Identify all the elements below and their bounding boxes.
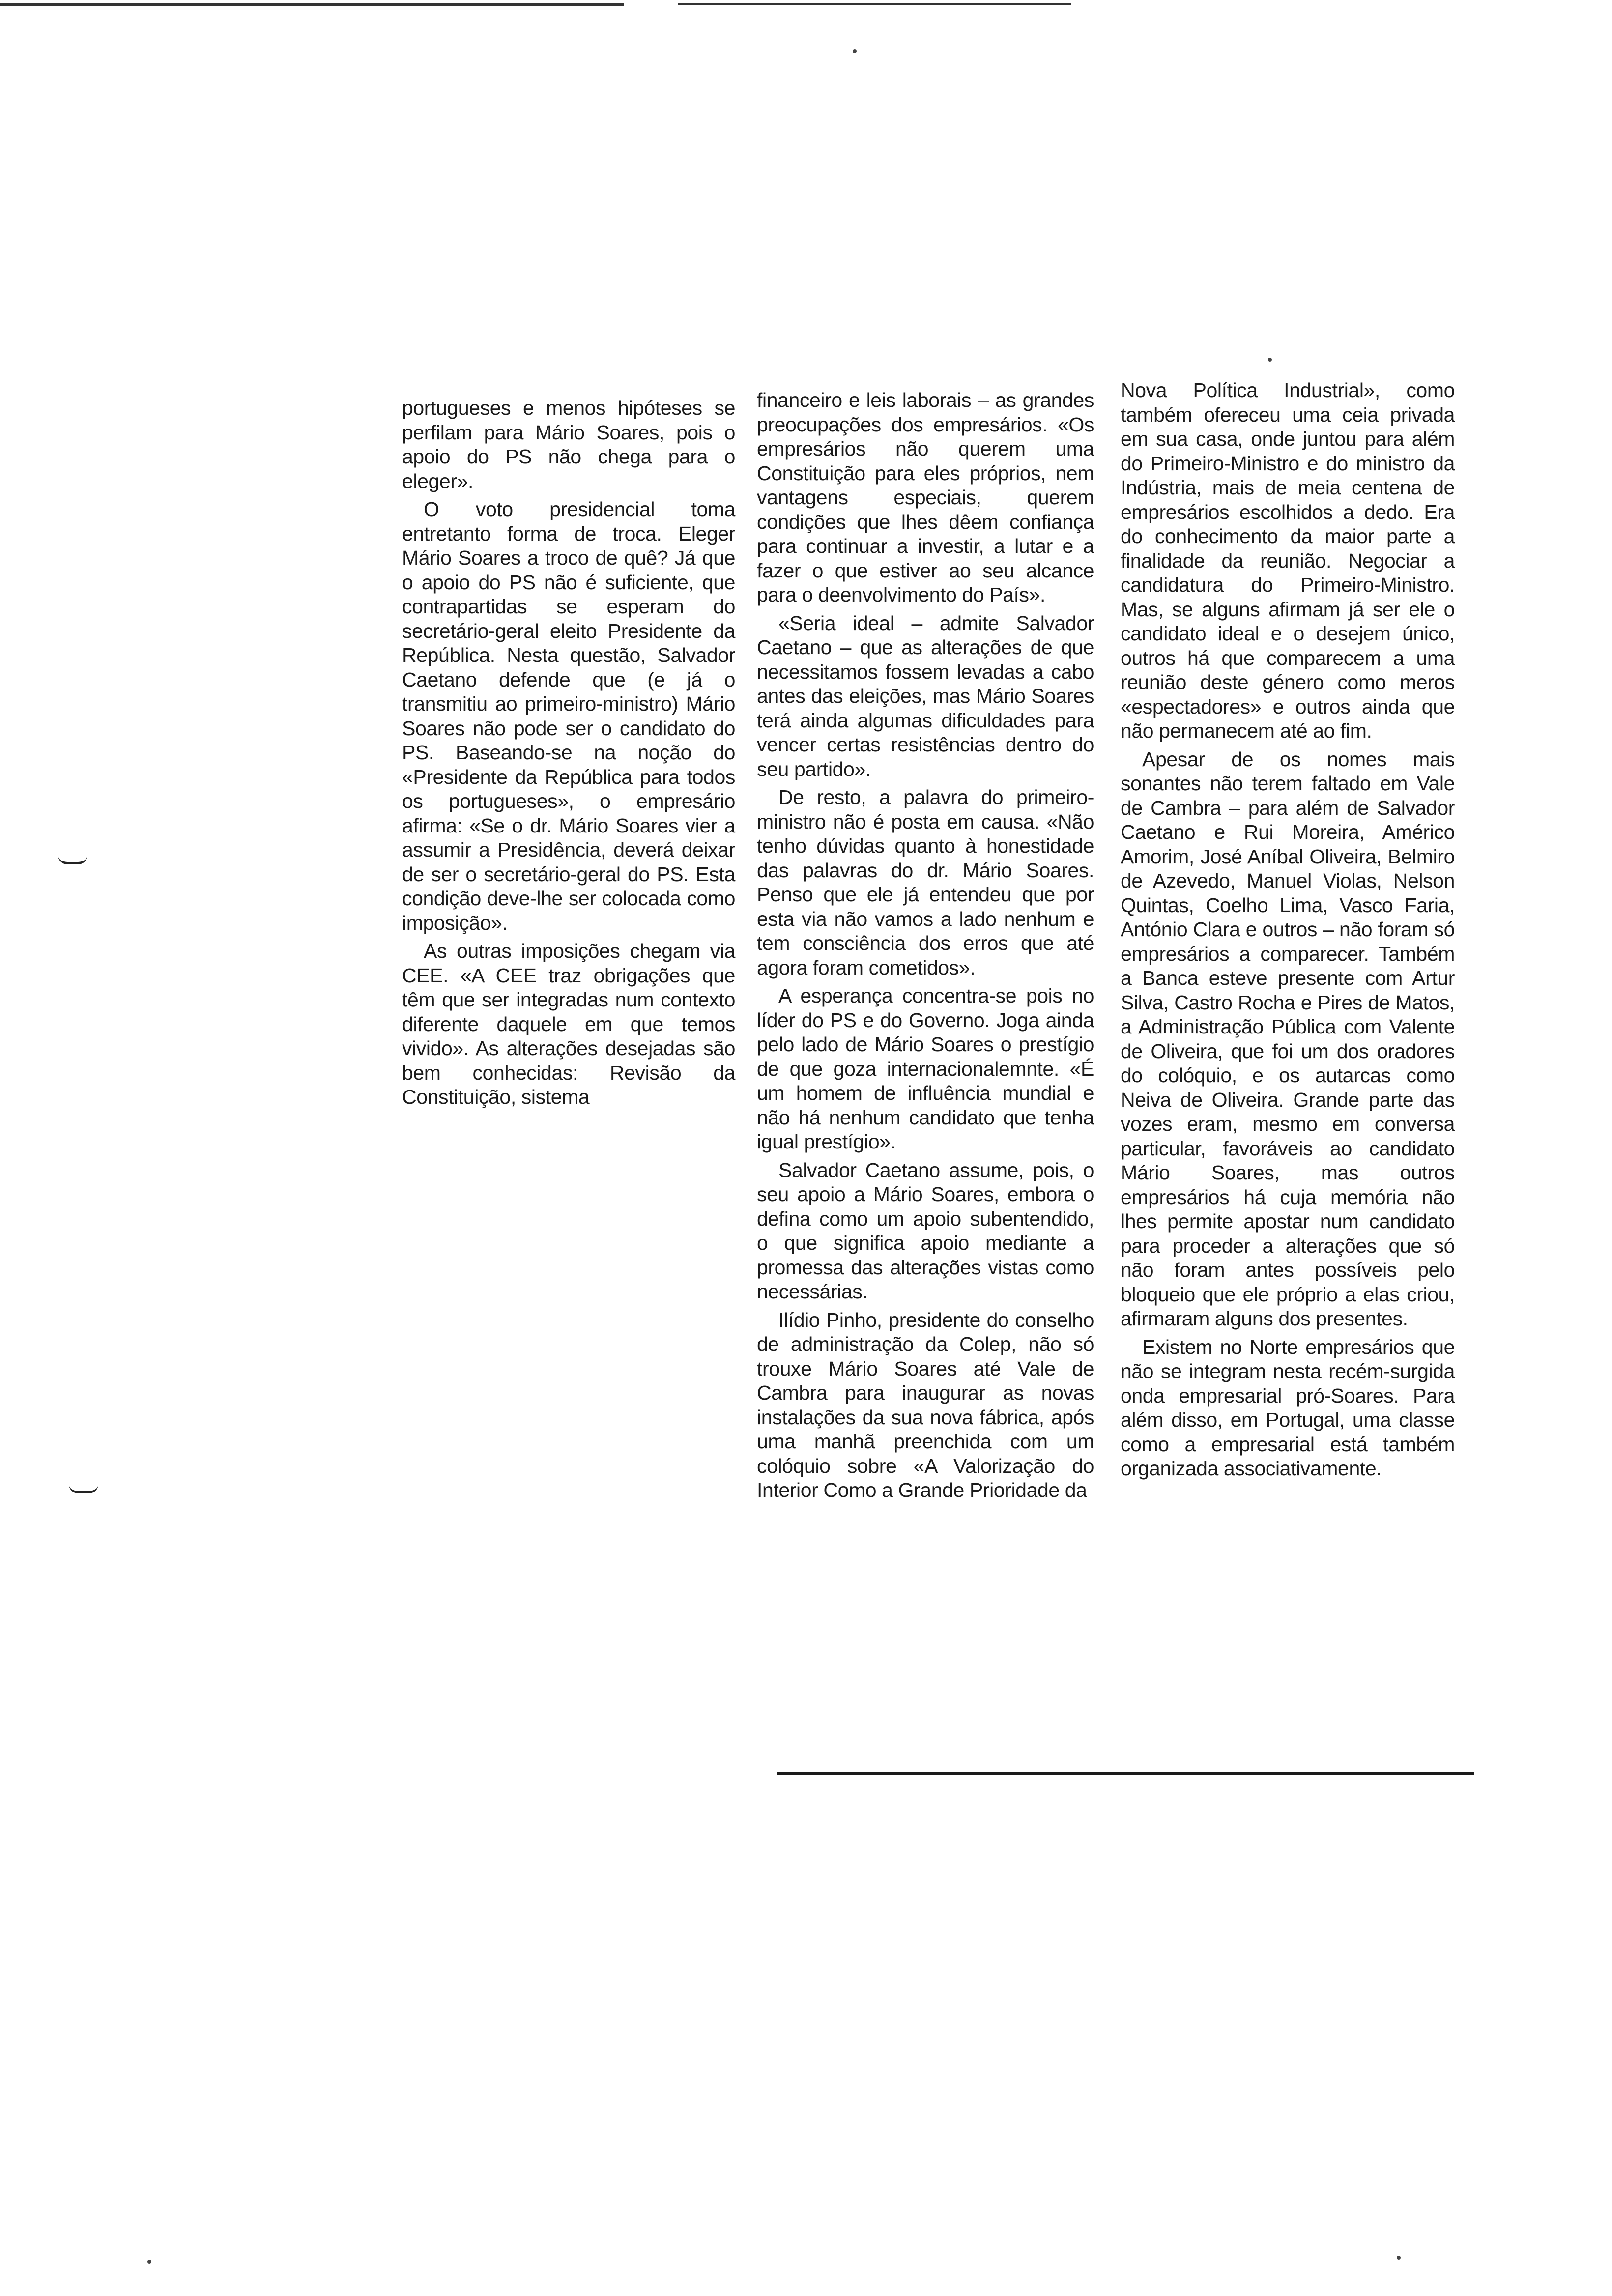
scan-speck xyxy=(853,49,857,53)
paragraph: Nova Política Industrial», como também ofereceu uma ceia privada em sua casa, onde juntou para além do Primeiro-Ministro e do ministro da Indústria, mais de meia centena de empresários escolhidos a dedo. Era do conhecimento da maior parte a finalidade da reunião. Negociar a candidatura do Primeiro-Ministro. Mas, se alguns afirmam já ser ele o candidato ideal e o desejem único, outros há que comparecem a uma reunião deste género como meros «espectadores» e outros ainda que não permanecem até ao fim. xyxy=(1121,379,1455,742)
binder-hole-mark xyxy=(69,1484,98,1493)
paragraph: A esperança concentra-se pois no líder do PS e do Governo. Joga ainda pelo lado de Mário Soares o prestígio de que goza internacionalemnte. «É um homem de influência mundial e não há nenhum candidato que tenha igual prestígio». xyxy=(757,984,1094,1153)
binder-hole-mark xyxy=(58,855,87,864)
scan-speck xyxy=(1268,358,1272,362)
paragraph: portugueses e menos hipóteses se perfilam para Mário Soares, pois o apoio do PS não chega para o eleger». xyxy=(402,397,735,492)
paragraph: Existem no Norte empresários que não se integram nesta recém-surgida onda empresarial pró-Soares. Para além disso, em Portugal, uma classe como a empresarial está também organizada associativamente. xyxy=(1121,1335,1455,1480)
paragraph: De resto, a palavra do primeiro-ministro não é posta em causa. «Não tenho dúvidas quanto à honestidade das palavras do dr. Mário Soares. Penso que ele já entendeu que por esta via não vamos a lado nenhum e tem consciência dos erros que até agora foram cometidos». xyxy=(757,786,1094,979)
scan-top-edge-line xyxy=(0,3,624,6)
paragraph: Salvador Caetano assume, pois, o seu apoio a Mário Soares, embora o defina como um apoio subentendido, o que significa apoio mediante a promessa das alterações vistas como necessárias. xyxy=(757,1158,1094,1303)
article-column-2 xyxy=(757,388,1094,1503)
paragraph: Ilídio Pinho, presidente do conselho de administração da Colep, não só trouxe Mário Soares até Vale de Cambra para inaugurar as novas instalações da sua nova fábrica, após uma manhã preenchida com um colóquio sobre «A Valorização do Interior Como a Grande Prioridade da xyxy=(757,1308,1094,1501)
article-bottom-rule xyxy=(777,1772,1474,1775)
paragraph: financeiro e leis laborais – as grandes preocupações dos empresários. «Os empresários não querem uma Constituição para eles próprios, nem vantagens especiais, querem condições que lhes dêem confiança para continuar a investir, a lutar e a fazer o que estiver ao seu alcance para o deenvolvimento do País». xyxy=(757,389,1094,606)
paragraph: As outras imposições chegam via CEE. «A CEE traz obrigações que têm que ser integradas num contexto diferente daquele em que temos vivido». As alterações desejadas são bem conhecidas: Revisão da Constituição, sistema xyxy=(402,940,735,1108)
paragraph: Apesar de os nomes mais sonantes não terem faltado em Vale de Cambra – para além de Salvador Caetano e Rui Moreira, Américo Amorim, José Aníbal Oliveira, Belmiro de Azevedo, Manuel Violas, Nelson Quintas, Coelho Lima, Vasco Faria, António Clara e outros – não foram só empresários a comparecer. Também a Banca esteve presente com Artur Silva, Castro Rocha e Pires de Matos, a Administração Pública com Valente de Oliveira, que foi um dos oradores do colóquio, e os autarcas como Neiva de Oliveira. Grande parte das vozes eram, mesmo em conversa particular, favoráveis ao candidato Mário Soares, mas outros empresários há cuja memória não lhes permite apostar num candidato para proceder a alterações que só não foram antes possíveis pelo bloqueio que ele próprio a elas criou, afirmaram alguns dos presentes. xyxy=(1121,747,1455,1330)
article-column-3 xyxy=(1121,378,1455,1481)
scan-speck xyxy=(147,2260,151,2264)
article-column-1 xyxy=(402,396,735,1110)
scan-speck xyxy=(1397,2256,1401,2260)
paragraph: «Seria ideal – admite Salvador Caetano – que as alterações de que necessitamos fossem levadas a cabo antes das eleições, mas Mário Soares terá ainda algumas dificuldades para vencer certas resistências dentro do seu partido». xyxy=(757,611,1094,780)
scan-top-edge-line-right xyxy=(678,3,1071,5)
paragraph: O voto presidencial toma entretanto forma de troca. Eleger Mário Soares a troco de quê? Já que o apoio do PS não é suficiente, que contrapartidas se esperam do secretário-geral eleito Presidente da República. Nesta questão, Salvador Caetano defende que (e já o transmitiu ao primeiro-ministro) Mário Soares não pode ser o candidato do PS. Baseando-se na noção do «Presidente da República para todos os portugueses», o empresário afirma: «Se o dr. Mário Soares vier a assumir a Presidência, deverá deixar de ser o secretário-geral do PS. Esta condição deve-lhe ser colocada como imposição». xyxy=(402,498,735,934)
